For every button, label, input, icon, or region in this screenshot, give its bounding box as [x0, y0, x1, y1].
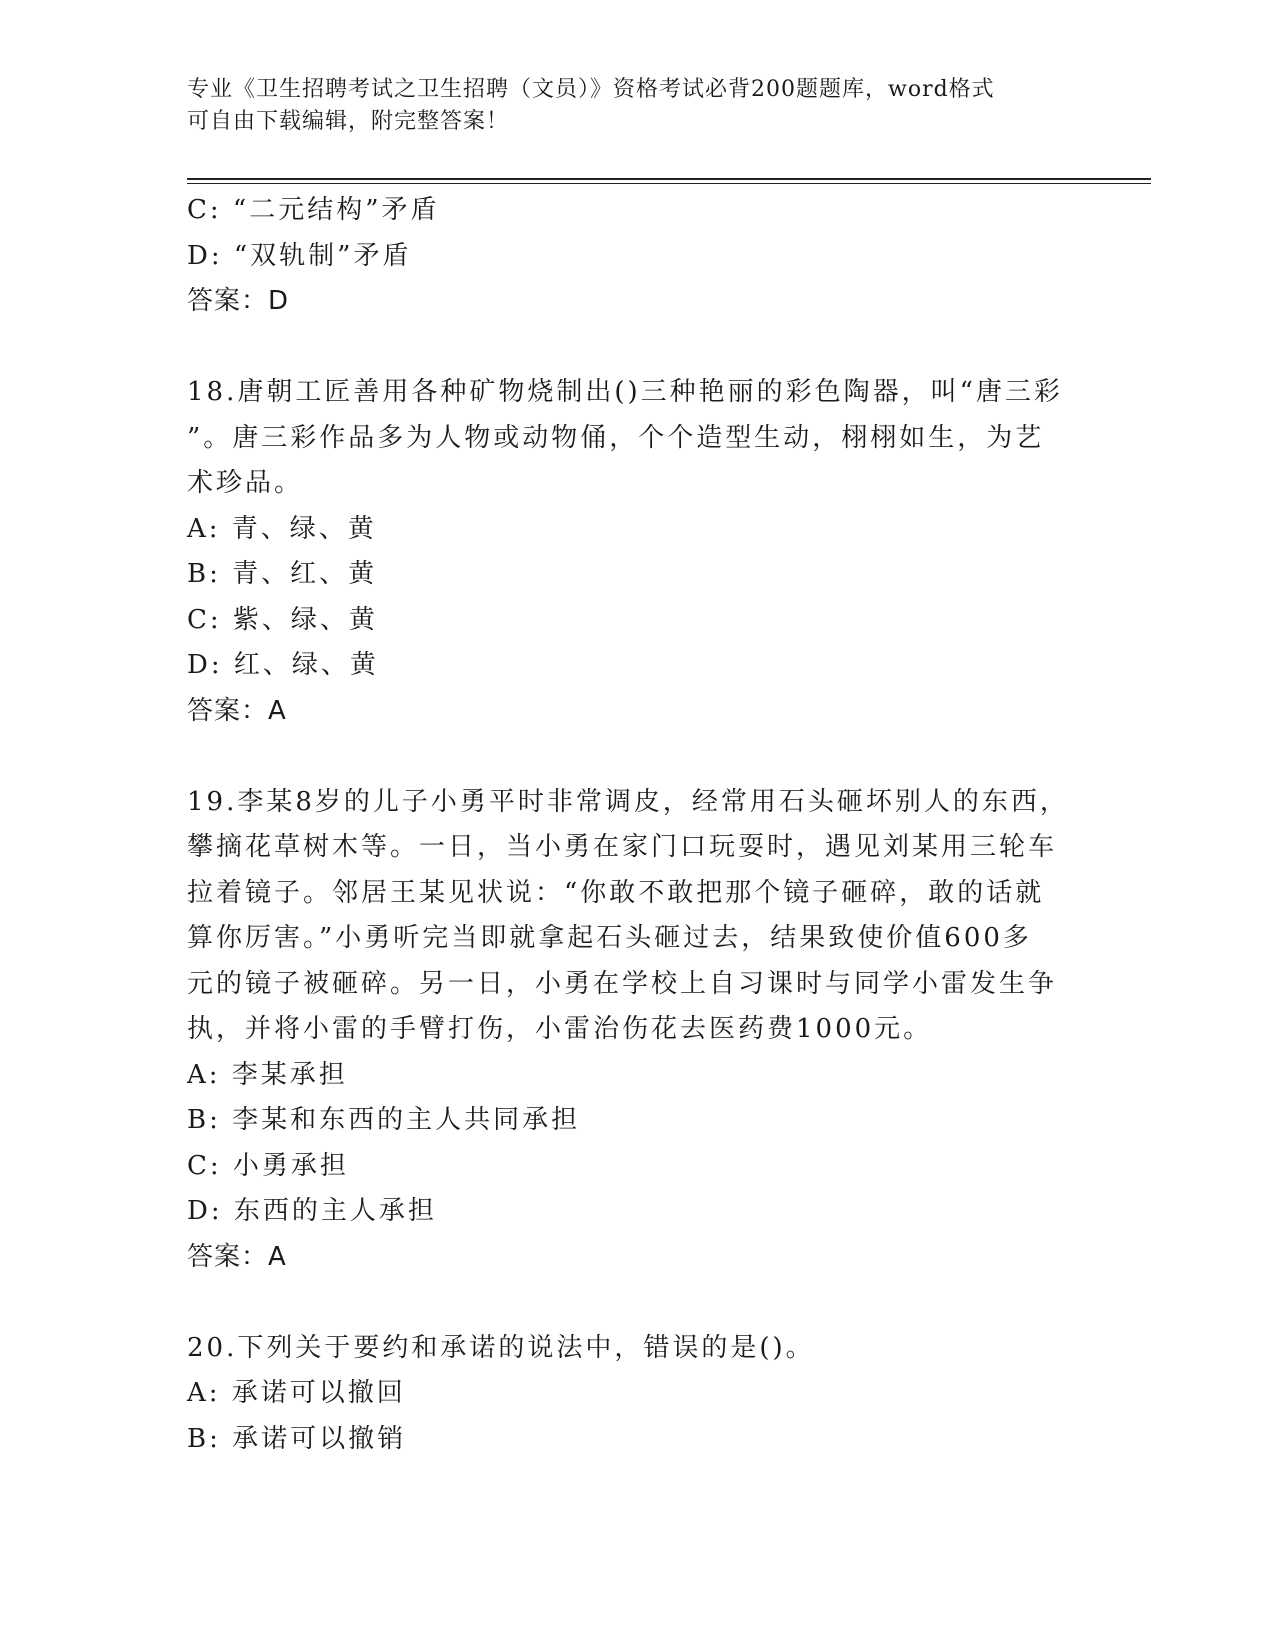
- option-c: C: 紫、绿、黄: [187, 604, 378, 635]
- question-19: [187, 780, 1067, 1281]
- header-divider-thin: [187, 183, 1151, 184]
- header-line-2: 可自由下载编辑，附完整答案！: [187, 109, 510, 134]
- question-text-line: 元的镜子被砸碎。另一日，小勇在学校上自习课时与同学小雷发生争: [187, 968, 1058, 999]
- option-d: D: 红、绿、黄: [187, 650, 379, 680]
- option-a: A: 李某承担: [187, 1059, 348, 1090]
- option-b: B: 李某和东西的主人共同承担: [187, 1105, 581, 1135]
- option-b: B: 承诺可以撤销: [187, 1423, 407, 1454]
- question-text-line: 18.唐朝工匠善用各种矿物烧制出()三种艳丽的彩色陶器，叫“唐三彩: [187, 377, 1063, 407]
- answer-line: 答案：D: [187, 286, 290, 316]
- option-c: C: “二元结构”矛盾: [187, 195, 440, 225]
- question-content: [187, 188, 1067, 1462]
- question-spacer: [187, 325, 1067, 371]
- option-c: C: 小勇承担: [187, 1150, 349, 1181]
- question-18: [187, 370, 1067, 734]
- header-line-1: 专业《卫生招聘考试之卫生招聘（文员）》资格考试必背200题题库，word格式: [187, 77, 995, 102]
- question-spacer: [187, 1280, 1067, 1326]
- header-divider-thick: [187, 178, 1151, 180]
- question-text-line: 执，并将小雷的手臂打伤，小雷治伤花去医药费1000元。: [187, 1014, 933, 1044]
- question-text-line: 算你厉害。”小勇听完当即就拿起石头砸过去，结果致使价值600多: [187, 923, 1032, 953]
- question-17-tail: [187, 188, 1067, 325]
- question-text-line: 攀摘花草树木等。一日，当小勇在家门口玩耍时，遇见刘某用三轮车: [187, 832, 1058, 862]
- option-b: B: 青、红、黄: [187, 559, 378, 589]
- question-text-line: 术珍品。: [187, 468, 304, 498]
- answer-line: 答案：A: [187, 695, 287, 726]
- question-text-line: ”。唐三彩作品多为人物或动物俑，个个造型生动，栩栩如生，为艺: [187, 422, 1045, 453]
- option-a: A: 青、绿、黄: [187, 513, 377, 544]
- answer-line: 答案：A: [187, 1241, 287, 1272]
- option-a: A: 承诺可以撤回: [187, 1378, 406, 1408]
- question-spacer: [187, 734, 1067, 780]
- question-20: [187, 1326, 1067, 1463]
- option-d: D: “双轨制”矛盾: [187, 240, 412, 271]
- question-text-line: 拉着镜子。邻居王某见状说：“你敢不敢把那个镜子砸碎，敢的话就: [187, 877, 1045, 908]
- question-text-line: 19.李某8岁的儿子小勇平时非常调皮，经常用石头砸坏别人的东西，: [187, 786, 1069, 817]
- document-header: [187, 74, 1067, 138]
- question-text-line: 20.下列关于要约和承诺的说法中，错误的是()。: [187, 1332, 815, 1363]
- option-d: D: 东西的主人承担: [187, 1196, 437, 1226]
